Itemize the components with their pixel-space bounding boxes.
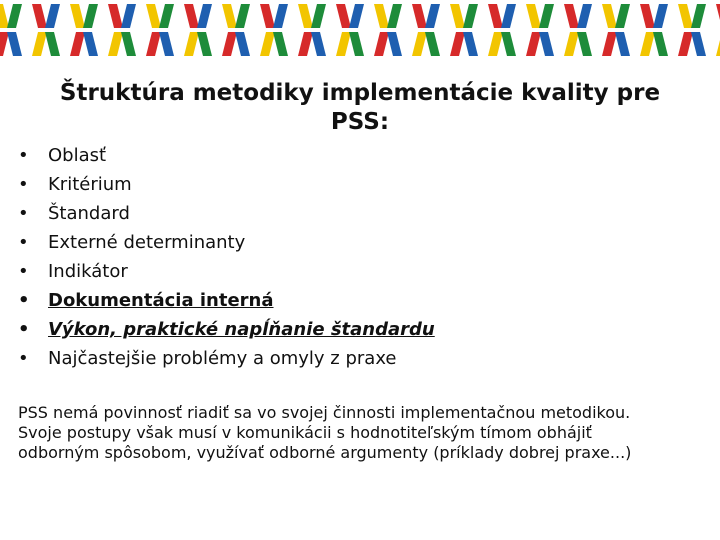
- bullet-list: [18, 141, 435, 373]
- banner-stripe: [526, 32, 541, 56]
- banner-stripe: [32, 4, 47, 28]
- banner-stripe: [273, 4, 288, 28]
- banner-stripe: [235, 32, 250, 56]
- banner-stripe: [501, 32, 516, 56]
- banner-stripe: [222, 4, 237, 28]
- banner-stripe: [501, 4, 516, 28]
- banner-stripe: [32, 32, 47, 56]
- banner-stripe: [349, 4, 364, 28]
- banner-stripe: [425, 32, 440, 56]
- bullet-item-vykon: • Výkon, praktické napĺňanie štandardu: [18, 315, 435, 344]
- bullet-item-externe-determinanty: • Externé determinanty: [18, 228, 435, 257]
- banner-stripe: [526, 4, 541, 28]
- banner-stripe: [184, 32, 199, 56]
- banner-stripe: [564, 32, 579, 56]
- banner-stripe: [222, 32, 237, 56]
- banner-stripe: [70, 4, 85, 28]
- bullet-item-dokumentacia-interna: • Dokumentácia interná: [18, 286, 435, 315]
- banner-stripe: [0, 32, 9, 56]
- banner-stripe: [45, 4, 60, 28]
- bullet-item-indikator: • Indikátor: [18, 257, 435, 286]
- banner-stripe: [336, 32, 351, 56]
- banner-stripe: [577, 4, 592, 28]
- banner-stripe: [159, 32, 174, 56]
- banner-stripe: [83, 4, 98, 28]
- banner-stripe: [691, 4, 706, 28]
- banner-stripe: [336, 4, 351, 28]
- bullet-item-oblast: • Oblasť: [18, 141, 435, 170]
- banner-stripe: [450, 4, 465, 28]
- banner-stripe: [197, 4, 212, 28]
- banner-stripe: [716, 4, 720, 28]
- banner-stripe: [70, 32, 85, 56]
- bullet-item-kriterium: • Kritérium: [18, 170, 435, 199]
- banner-stripe: [640, 4, 655, 28]
- banner-stripe: [412, 4, 427, 28]
- banner-stripe: [653, 4, 668, 28]
- banner-stripe: [260, 4, 275, 28]
- banner-stripe: [374, 4, 389, 28]
- banner-stripe: [653, 32, 668, 56]
- banner-stripe: [83, 32, 98, 56]
- banner-stripe: [311, 4, 326, 28]
- banner-stripe: [146, 32, 161, 56]
- decorative-stripe-banner: [0, 0, 720, 62]
- slide-title: Štruktúra metodiky implementácie kvality pre PSS:: [59, 80, 661, 135]
- banner-stripe: [159, 4, 174, 28]
- banner-stripe: [387, 4, 402, 28]
- banner-stripe: [108, 32, 123, 56]
- banner-stripe: [602, 32, 617, 56]
- banner-stripe: [45, 32, 60, 56]
- banner-stripe: [640, 32, 655, 56]
- banner-stripe: [298, 32, 313, 56]
- banner-stripe: [0, 4, 9, 28]
- banner-stripe: [412, 32, 427, 56]
- banner-stripe: [716, 32, 720, 56]
- banner-stripe: [577, 32, 592, 56]
- banner-stripe: [488, 32, 503, 56]
- banner-stripe: [615, 32, 630, 56]
- banner-stripe: [488, 4, 503, 28]
- banner-stripe: [311, 32, 326, 56]
- banner-stripe: [615, 4, 630, 28]
- banner-stripe: [7, 4, 22, 28]
- banner-stripe: [539, 4, 554, 28]
- banner-stripe: [463, 4, 478, 28]
- banner-stripe: [539, 32, 554, 56]
- banner-stripe: [602, 4, 617, 28]
- banner-stripe: [121, 32, 136, 56]
- banner-stripe: [7, 32, 22, 56]
- banner-stripe: [235, 4, 250, 28]
- banner-stripe: [349, 32, 364, 56]
- note-paragraph: PSS nemá povinnosť riadiť sa vo svojej činnosti implementačnou metodikou. Svoje postupy však musí v komunikácii s hodnotiteľským tímom obhájiť odborným spôsobom, využívať odborné argumenty (príklady dobrej praxe...): [18, 403, 632, 462]
- banner-stripe: [260, 32, 275, 56]
- banner-stripe: [678, 4, 693, 28]
- banner-stripe: [273, 32, 288, 56]
- banner-stripe: [146, 4, 161, 28]
- banner-stripe: [374, 32, 389, 56]
- bullet-item-problemy-omyly: • Najčastejšie problémy a omyly z praxe: [18, 344, 435, 373]
- banner-stripe: [184, 4, 199, 28]
- banner-stripe: [691, 32, 706, 56]
- banner-stripe: [387, 32, 402, 56]
- banner-stripe: [678, 32, 693, 56]
- banner-stripe: [463, 32, 478, 56]
- banner-stripe: [564, 4, 579, 28]
- banner-stripe: [450, 32, 465, 56]
- banner-stripe: [425, 4, 440, 28]
- bullet-item-standard: • Štandard: [18, 199, 435, 228]
- banner-stripe: [298, 4, 313, 28]
- banner-stripe: [197, 32, 212, 56]
- banner-stripe: [108, 4, 123, 28]
- banner-stripe: [121, 4, 136, 28]
